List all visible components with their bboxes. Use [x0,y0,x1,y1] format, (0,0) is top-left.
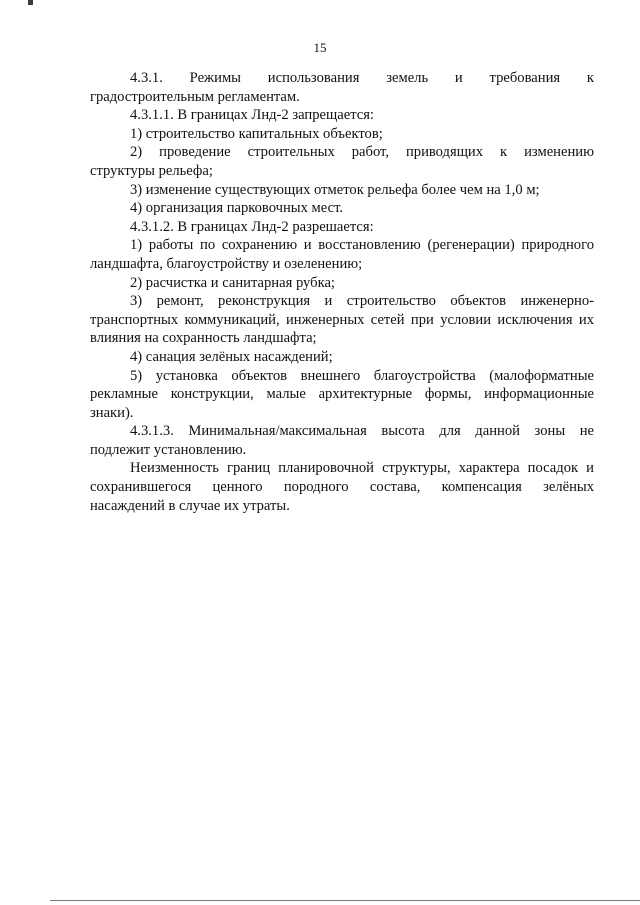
subsection-prohibited-heading: 4.3.1.1. В границах Лнд-2 запрещается: [130,107,374,124]
closing-paragraph-line-3: насаждений в случае их утраты. [90,497,290,514]
permitted-item-2: 2) расчистка и санитарная рубка; [130,274,335,291]
prohibited-item-4: 4) организация парковочных мест. [130,200,344,217]
scan-artifact-line [50,900,640,901]
page-number: 15 [313,40,327,55]
prohibited-item-2: 2) проведение строительных работ, приводящих к изменению [130,144,594,161]
section-heading-continuation: градостроительным регламентам. [90,88,300,105]
prohibited-item-2-continuation: структуры рельефа; [90,162,213,179]
section-heading-line: 4.3.1. Режимы использования земель и требования к [130,70,594,86]
closing-paragraph-line-2: сохранившегося ценного породного состава, компенсация зелёных [90,479,594,496]
closing-paragraph-line-1: Неизменность границ планировочной структуры, характера посадок и [130,460,594,477]
permitted-item-3-continuation-end: влияния на сохранность ландшафта; [90,330,317,347]
subsection-height-continuation: подлежит установлению. [90,441,247,458]
permitted-item-1-continuation: ландшафта, благоустройству и озеленению; [90,255,363,272]
document-body [90,69,594,515]
permitted-item-4: 4) санация зелёных насаждений; [130,348,333,365]
subsection-height-line: 4.3.1.3. Минимальная/максимальная высота для данной зоны не [130,423,594,440]
subsection-permitted-heading: 4.3.1.2. В границах Лнд-2 разрешается: [130,218,374,235]
scan-artifact-mark [28,0,33,5]
permitted-item-5: 5) установка объектов внешнего благоустройства (малоформатные [130,367,594,384]
permitted-item-3-continuation: транспортных коммуникаций, инженерных сетей при условии исключения их [90,311,594,328]
prohibited-item-3: 3) изменение существующих отметок рельефа более чем на 1,0 м; [130,181,540,198]
prohibited-item-1: 1) строительство капитальных объектов; [130,125,383,142]
permitted-item-3: 3) ремонт, реконструкция и строительство объектов инженерно- [130,293,594,310]
permitted-item-5-continuation-end: знаки). [90,404,134,421]
permitted-item-1: 1) работы по сохранению и восстановлению (регенерации) природного [130,237,594,254]
permitted-item-5-continuation: рекламные конструкции, малые архитектурные формы, информационные [90,386,594,403]
